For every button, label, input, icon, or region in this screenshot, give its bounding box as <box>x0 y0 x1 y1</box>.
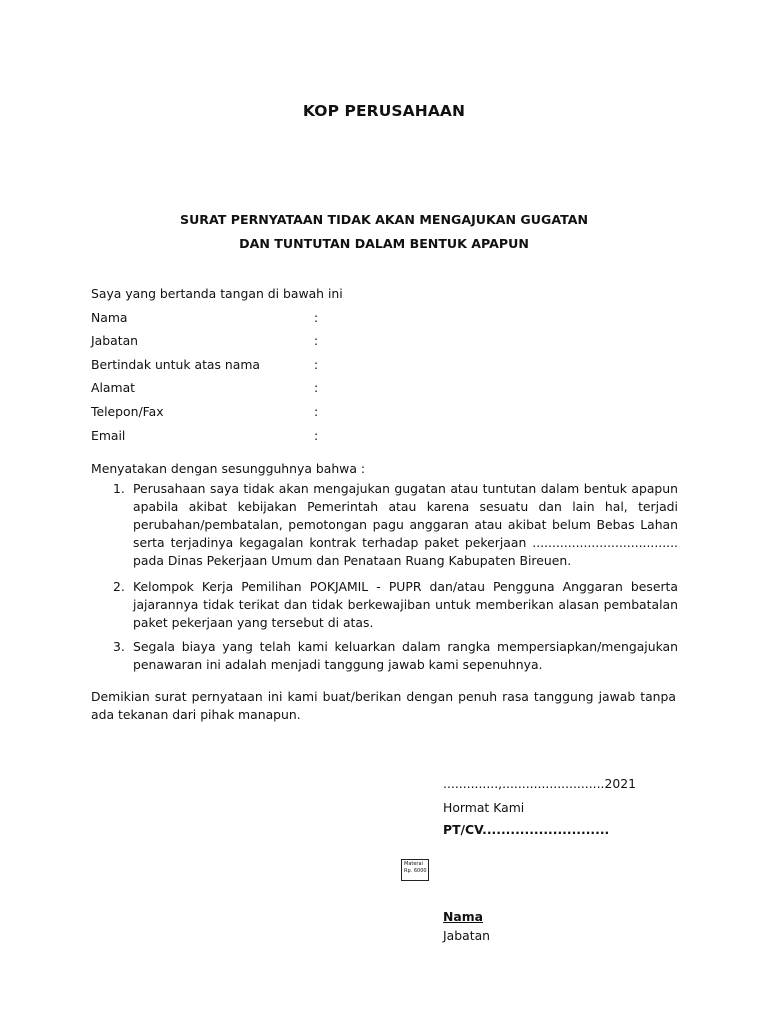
field-colon: : <box>314 380 319 395</box>
regards-text: Hormat Kami <box>443 800 525 815</box>
list-item <box>113 578 678 632</box>
list-item-number: 3. <box>113 639 125 654</box>
list-item-number: 2. <box>113 579 125 594</box>
list-item-text: Perusahaan saya tidak akan mengajukan gugatan atau tuntutan dalam bentuk apapun apabila akibat kebijakan Pemerintah atau karena sesuatu dan lain hal, terjadi perubahan/pembatalan, pemotongan pagu anggaran atau akibat belum Bebas Lahan serta terjadinya kegagalan kontrak terhadap paket pekerjaan ..................................... pada Dinas Pekerjaan Umum dan Penataan Ruang Kabupaten Bireuen. <box>133 481 678 568</box>
statement-intro: Menyatakan dengan sesungguhnya bahwa : <box>91 461 366 476</box>
stamp-label: Materai <box>404 861 423 867</box>
signatory-position: Jabatan <box>443 928 491 943</box>
stamp-amount: Rp. 6000 <box>404 868 427 874</box>
list-item <box>113 480 678 570</box>
field-colon: : <box>314 404 319 419</box>
field-bertindak <box>91 356 331 376</box>
field-colon: : <box>314 333 319 348</box>
field-jabatan <box>91 332 331 352</box>
document-title-line-2: DAN TUNTUTAN DALAM BENTUK APAPUN <box>239 236 529 251</box>
field-colon: : <box>314 357 319 372</box>
intro-text: Saya yang bertanda tangan di bawah ini <box>91 286 343 301</box>
place-date-line: ..............,..........................2021 <box>443 776 637 791</box>
field-nama <box>91 309 331 329</box>
closing-paragraph: Demikian surat pernyataan ini kami buat/berikan dengan penuh rasa tanggung jawab tanpa ada tekanan dari pihak manapun. <box>91 689 676 722</box>
list-item-text: Segala biaya yang telah kami keluarkan dalam rangka mempersiapkan/mengajukan penawaran ini adalah menjadi tanggung jawab kami sepenuhnya. <box>133 639 678 672</box>
field-alamat <box>91 379 331 399</box>
field-label: Telepon/Fax <box>91 404 164 419</box>
letterhead-title: KOP PERUSAHAAN <box>302 102 466 120</box>
field-colon: : <box>314 428 319 443</box>
signatory-name: Nama <box>443 909 484 924</box>
document-title-line-1: SURAT PERNYATAAN TIDAK AKAN MENGAJUKAN GUGATAN <box>180 212 588 227</box>
list-item <box>113 638 678 674</box>
list-item-text: Kelompok Kerja Pemilihan POKJAMIL - PUPR dan/atau Pengguna Anggaran beserta jajarannya tidak terikat dan tidak berkewajiban untuk memberikan alasan pembatalan paket pekerjaan yang tersebut di atas. <box>133 579 678 630</box>
field-label: Jabatan <box>91 333 139 348</box>
field-label: Alamat <box>91 380 136 395</box>
field-colon: : <box>314 310 319 325</box>
company-name: PT/CV........................... <box>443 822 610 837</box>
field-label: Bertindak untuk atas nama <box>91 357 261 372</box>
field-email <box>91 427 331 447</box>
list-item-number: 1. <box>113 481 125 496</box>
field-telepon <box>91 403 331 423</box>
field-label: Email <box>91 428 126 443</box>
field-label: Nama <box>91 310 128 325</box>
stamp-duty-box <box>401 859 429 881</box>
